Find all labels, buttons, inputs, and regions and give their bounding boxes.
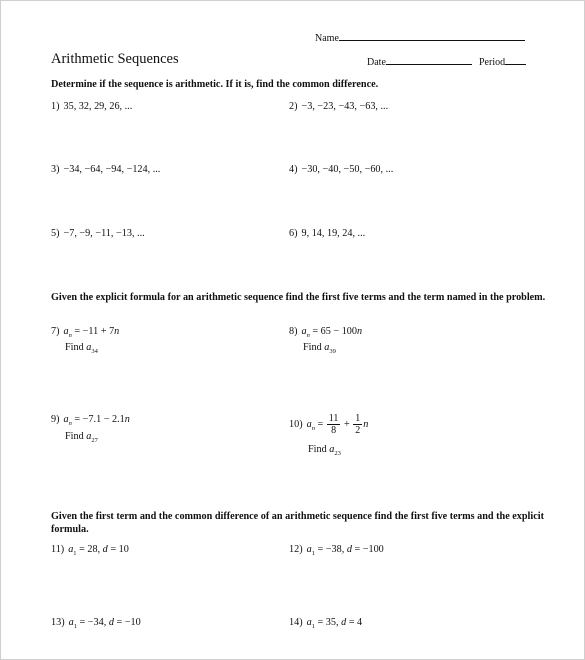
formula-rhs: = 65 − 100 [309, 326, 357, 337]
subscript: n [306, 332, 310, 339]
difference-variable: d [108, 617, 114, 628]
first-term-value: = 28, [76, 544, 103, 555]
find-subscript: 34 [91, 348, 98, 355]
variable: a [63, 414, 69, 425]
period-field[interactable] [479, 55, 526, 68]
fraction-1-denominator: 8 [331, 425, 337, 436]
problem-14 [289, 617, 362, 628]
fraction-2-numerator: 1 [355, 413, 361, 424]
formula-rhs: = −7.1 − 2.1 [71, 414, 125, 425]
difference-value: = 10 [107, 544, 129, 555]
problem-number: 12) [289, 544, 303, 555]
problem-10 [289, 413, 368, 436]
fraction-2 [353, 413, 362, 436]
problem-number: 5) [51, 228, 60, 239]
difference-variable: d [341, 617, 347, 628]
problem-6 [289, 228, 365, 239]
problem-number: 9) [51, 414, 60, 425]
variable: a [68, 617, 74, 628]
first-term-value: = −34, [76, 617, 109, 628]
variable: a [301, 326, 307, 337]
date-line [386, 55, 472, 65]
problem-9-find [65, 431, 98, 442]
page-title: Arithmetic Sequences [51, 51, 179, 67]
problem-number: 10) [289, 418, 303, 430]
variable: a [306, 418, 312, 430]
problem-text: 35, 32, 29, 26, ... [63, 101, 133, 112]
problem-number: 2) [289, 101, 298, 112]
problem-8-find [303, 342, 336, 353]
problem-number: 7) [51, 326, 60, 337]
date-label: Date [367, 57, 386, 68]
problem-10-find [308, 444, 341, 455]
first-term-value: = −38, [314, 544, 347, 555]
name-label: Name [315, 33, 339, 44]
find-subscript: 39 [329, 348, 336, 355]
difference-value: = −10 [113, 617, 141, 628]
fraction-2-denominator: 2 [355, 425, 361, 436]
formula-rhs: = −11 + 7 [71, 326, 115, 337]
problem-number: 1) [51, 101, 60, 112]
problem-11 [51, 544, 129, 555]
variable: a [306, 617, 312, 628]
problem-3 [51, 164, 160, 175]
name-line [339, 31, 525, 41]
find-variable: a [329, 444, 335, 455]
period-line [505, 55, 526, 65]
section-1-instruction: Determine if the sequence is arithmetic. If it is, find the common difference. [51, 79, 379, 90]
find-subscript: 27 [91, 437, 98, 444]
problem-9 [51, 414, 130, 425]
problem-number: 3) [51, 164, 60, 175]
date-field[interactable] [367, 55, 472, 68]
variable-n: n [114, 326, 120, 337]
section-3-instruction: Given the first term and the common difference of an arithmetic sequence find the first five terms and the explicit formula. [51, 511, 544, 535]
variable-n: n [124, 414, 130, 425]
variable-n: n [357, 326, 363, 337]
find-variable: a [86, 342, 92, 353]
find-subscript: 23 [334, 450, 341, 457]
problem-7-find [65, 342, 98, 353]
problem-12 [289, 544, 384, 555]
find-variable: a [324, 342, 330, 353]
problem-number: 14) [289, 617, 303, 628]
problem-7 [51, 326, 119, 337]
difference-value: = −100 [351, 544, 384, 555]
subscript: 1 [73, 623, 77, 630]
problem-13 [51, 617, 141, 628]
first-term-value: = 35, [314, 617, 342, 628]
equals-sign: = [314, 418, 326, 430]
difference-variable: d [102, 544, 108, 555]
problem-1 [51, 101, 132, 112]
find-label: Find [303, 342, 322, 353]
problem-4 [289, 164, 393, 175]
period-label: Period [479, 57, 506, 68]
fraction-1-numerator: 11 [328, 413, 339, 424]
subscript: n [68, 332, 72, 339]
section-2-instruction: Given the explicit formula for an arithmetic sequence find the first five terms and the term named in the problem. [51, 292, 546, 303]
variable: a [63, 326, 69, 337]
subscript: 1 [73, 550, 77, 557]
problem-2 [289, 101, 388, 112]
problem-text: −3, −23, −43, −63, ... [301, 101, 389, 112]
name-field[interactable] [315, 31, 525, 44]
plus-sign: + [341, 418, 353, 430]
problem-number: 6) [289, 228, 298, 239]
subscript: n [311, 424, 315, 432]
problem-text: −7, −9, −11, −13, ... [63, 228, 145, 239]
variable-n: n [363, 418, 369, 430]
problem-number: 11) [51, 544, 65, 555]
find-label: Find [65, 342, 84, 353]
problem-8 [289, 326, 362, 337]
problem-text: 9, 14, 19, 24, ... [301, 228, 366, 239]
variable: a [306, 544, 312, 555]
difference-value: = 4 [346, 617, 363, 628]
fraction-1 [327, 413, 341, 436]
subscript: n [68, 420, 72, 427]
problem-number: 8) [289, 326, 298, 337]
variable: a [68, 544, 74, 555]
problem-text: −34, −64, −94, −124, ... [63, 164, 161, 175]
find-label: Find [65, 431, 84, 442]
find-variable: a [86, 431, 92, 442]
problem-text: −30, −40, −50, −60, ... [301, 164, 394, 175]
problem-5 [51, 228, 145, 239]
problem-number: 13) [51, 617, 65, 628]
subscript: 1 [311, 623, 315, 630]
difference-variable: d [346, 544, 352, 555]
problem-number: 4) [289, 164, 298, 175]
subscript: 1 [311, 550, 315, 557]
find-label: Find [308, 444, 327, 455]
